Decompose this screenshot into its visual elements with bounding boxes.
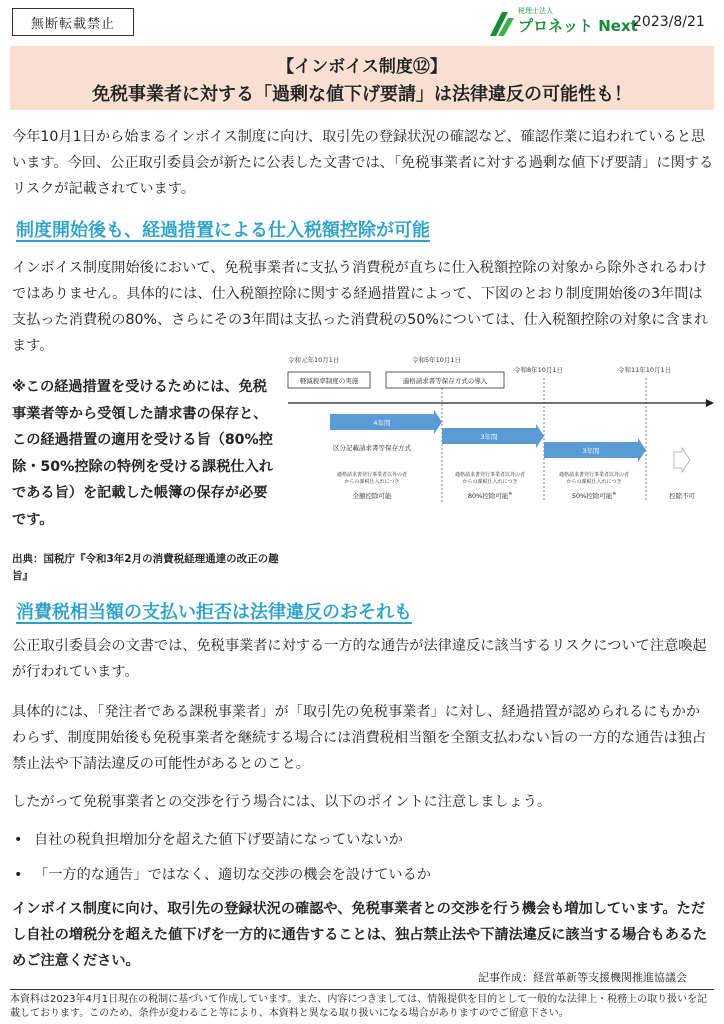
desc-3-line1: 適格請求書発行事業者以外の者: [558, 472, 630, 478]
bullet-text: 「一方的な通告」ではなく、適切な交渉の機会を設けているか: [34, 867, 431, 883]
section2-para3: したがって免税事業者との交渉を行う場合には、以下のポイントに注意しましょう。: [12, 794, 552, 810]
desc-3-line2: からの課税仕入れにつき: [566, 479, 622, 485]
box-keigen-label: 軽減税率制度の実施: [299, 377, 359, 385]
title-band: [10, 46, 714, 110]
result-50-label: 50%控除可能: [571, 492, 613, 500]
desc-2-line1: 適格請求書発行事業者以外の者: [454, 472, 526, 478]
date-label-3: 令和8年10月1日: [514, 366, 564, 374]
section1-paragraph: インボイス制度開始後において、免税事業者に支払う消費税が直ちに仕入税額控除の対象から除外されるわけではありません。具体的には、仕入税額控除に関する経過措置によって、下図のとおり制度開始後の3年間は支払った消費税の80%、さらにその3年間は支払った消費税の50%については、仕入税額控除の対象に含まれます。: [12, 260, 709, 354]
section2-heading: 消費税相当額の支払い拒否は法律違反のおそれも: [16, 602, 412, 623]
result-none: 控除不可: [669, 492, 695, 500]
date-label-1: 令和元年10月1日: [288, 356, 340, 364]
arrow-no-deduction-icon: [674, 448, 690, 472]
disclaimer-footer: 本資料は2023年4月1日現在の税制に基づいて作成しています。また、内容につきましては、情報提供を目的として一般的な法律上・税務上の取り扱いを記載しております。このため、条件が変わること等により、本資料と異なる取り扱いになる場合がありますのでご留意下さい。: [10, 989, 714, 1020]
bullet-text: 自社の税負担増加分を超えた値下げ要請になっていないか: [34, 832, 403, 848]
bullet-item: [14, 864, 431, 886]
logo-mark-icon: [488, 8, 516, 38]
title-series: 【インボイス制度⑫】: [277, 57, 447, 77]
result-80-label: 80%控除可能: [467, 492, 509, 500]
section2-para2: 具体的には、「発注者である課税事業者」が「取引先の免税事業者」に対し、経過措置が認められるにもかかわらず、制度開始後も免税事業者を継続する場合には消費税相当額を全額支払わない旨の一方的な通告は独占禁止法や下請法違反の可能性があるとのこと。: [12, 704, 707, 772]
section1-heading: 制度開始後も、経過措置による仕入税額控除が可能: [16, 220, 430, 241]
arrow-3years-2-label: 3年間: [582, 447, 600, 455]
result-80-footnote: ※: [508, 492, 513, 497]
date-label-4: 令和11年10月1日: [618, 366, 672, 374]
transition-diagram: [284, 352, 714, 528]
section1-note: ※この経過措置を受けるためには、免税事業者等から受領した請求書の保存と、この経過措置の適用を受ける旨（80%控除・50%控除の特例を受ける課税仕入れである旨）を記載した帳簿の保存が必要です。: [12, 379, 273, 528]
bullet-dot-icon: •: [14, 867, 23, 883]
result-50-footnote: ※: [612, 492, 617, 497]
no-reprint-label: 無断転載禁止: [12, 8, 134, 36]
desc-1-line2: からの課税仕入れにつき: [344, 479, 400, 485]
arrow-4years-label: 4年間: [373, 419, 391, 427]
result-50: [572, 491, 616, 500]
bullet-item: [14, 829, 403, 851]
result-80: [468, 491, 512, 500]
intro-paragraph: 今年10月1日から始まるインボイス制度に向け、取引先の登録状況の確認など、確認作業に追われていると思います。今回、公正取引委員会が新たに公表した文書では、「免税事業者に対する過剰な値下げ要請」に関するリスクが記載されています。: [12, 129, 714, 197]
logo-subtitle: 税理士法人: [518, 7, 553, 15]
page-title: 免税事業者に対する「過剰な値下げ要請」は法律違反の可能性も！: [92, 84, 632, 105]
result-full: 全額控除可能: [352, 492, 392, 500]
section2-para1: 公正取引委員会の文書では、免税事業者に対する一方的な通告が法律違反に該当するリスクについて注意喚起が行われています。: [12, 638, 707, 680]
date-label-2: 令和5年10月1日: [412, 356, 462, 364]
bullet-dot-icon: •: [14, 832, 23, 848]
desc-1-line1: 適格請求書発行事業者以外の者: [336, 472, 408, 478]
article-credit: 記事作成：経営革新等支援機関推進協議会: [478, 971, 687, 984]
issue-date: 2023/8/21: [633, 14, 705, 30]
timeline-arrowhead-icon: [706, 399, 714, 407]
company-logo: [488, 6, 638, 40]
header: [0, 0, 724, 48]
section1-source: 出典：国税庁『令和3年2月の消費税経理通達の改正の趣旨』: [12, 553, 279, 582]
arrow-3years-1-label: 3年間: [480, 433, 498, 441]
box-invoice-label: 適格請求書等保存方式の導入: [402, 377, 488, 385]
section2-para4: インボイス制度に向け、取引先の登録状況の確認や、免税事業者との交渉を行う機会も増加しています。ただし自社の増税分を超えた値下げを一方的に通告することは、独占禁止法や下請法違反に該当する場合もあるためご注意ください。: [12, 901, 708, 969]
kubun-label: 区分記載請求書等保存方式: [333, 444, 411, 452]
logo-name: プロネット Next: [518, 17, 638, 35]
desc-2-line2: からの課税仕入れにつき: [462, 479, 518, 485]
